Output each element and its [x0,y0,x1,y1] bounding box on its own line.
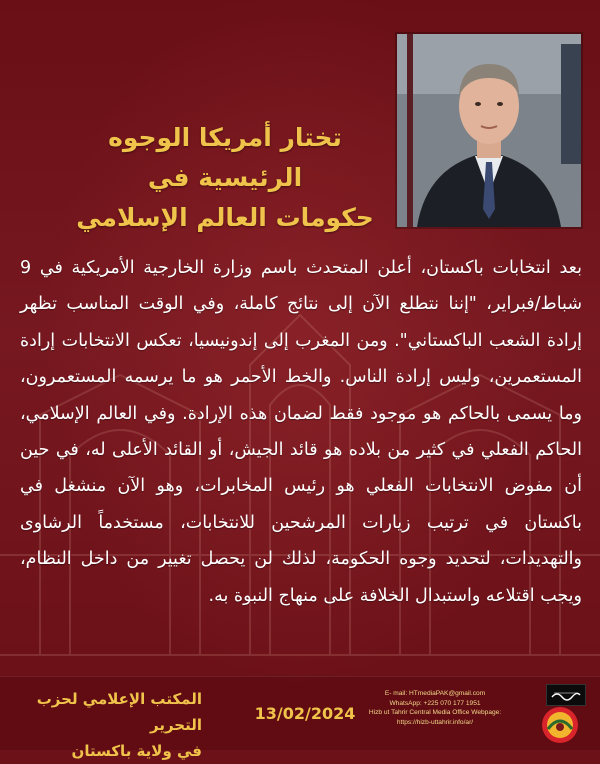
headline-line-2: حكومات العالم الإسلامي [76,203,374,232]
flag-calligraphy-icon [549,687,583,703]
publication-date: 13/02/2024 [254,704,356,723]
contact-webpage-url: https://hizb-uttahrir.info/ar/ [396,718,474,726]
hizb-ut-tahrir-logo-icon [540,705,580,745]
media-office-signature [2,686,202,764]
contact-webpage-label: Hizb ut Tahrir Central Media Office Webpage: [368,709,502,717]
banner-flag-icon [546,684,586,706]
headline [60,118,390,238]
article-body: بعد انتخابات باكستان، أعلن المتحدث باسم وزارة الخارجية الأمريكية في 9 شباط/فبراير، "إننا نتطلع الآن إلى نتائج كاملة، وفي الوقت المناسب تظهر إرادة الشعب الباكستاني". ومن المغرب إلى إندونيسيا، تعكس الانتخابات إرادة المستعمرين، وليس إرادة الناس. والخط الأحمر هو ما يرسمه المستعمرون، وما يسمى بالحاكم هو موجود فقط لضمان هذه الإرادة. وفي العالم الإسلامي، الحاكم الفعلي في كثير من بلاده هو قائد الجيش، أو القائد الأعلى له، في حين أن مفوض الانتخابات الفعلي هو رئيس المخابرات، وهو الآن منشغل في باكستان في ترتيب زيارات المرشحين للانتخابات، مستخدماً الرشاوى والتهديدات، لتحديد وجوه الحكومة، لذلك لن يحصل تغيير من داخل النظام، ويجب اقتلاعه واستبدال الخلافة على منهاج النبوة به. [20,258,582,606]
office-province: في ولاية باكستان [71,742,202,760]
speaker-photo [397,34,581,227]
office-name: المكتب الإعلامي لحزب التحرير [36,690,202,734]
contact-email: E- mail: HTmediaPAK@gmail.com [384,690,486,697]
contact-whatsapp: WhatsApp: +225 070 177 1951 [389,699,481,707]
speaker-portrait-image [397,34,581,227]
contact-info [330,689,540,727]
headline-line-1: تختار أمريكا الوجوه الرئيسية في [108,123,342,192]
